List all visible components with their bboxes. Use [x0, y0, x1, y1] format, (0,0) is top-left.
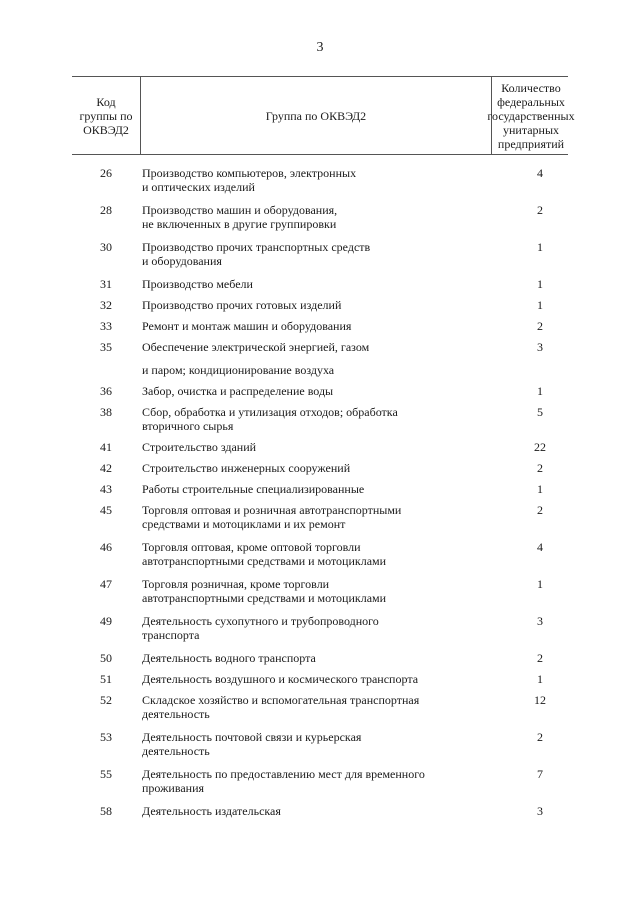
row-group: Производство мебели	[142, 277, 253, 291]
table-row	[72, 166, 568, 194]
table-row	[72, 340, 568, 354]
table-row	[72, 767, 568, 795]
row-count: 2	[537, 461, 543, 475]
row-count: 1	[537, 672, 543, 686]
header-group: Группа по ОКВЭД2	[141, 77, 492, 154]
row-count: 12	[534, 693, 546, 707]
table-row	[72, 440, 568, 454]
row-code: 41	[100, 440, 112, 454]
row-count: 2	[537, 730, 543, 744]
row-group: Производство прочих готовых изделий	[142, 298, 342, 312]
table-row	[72, 730, 568, 758]
row-group: Торговля розничная, кроме торговли автотранспортными средствами и мотоциклами	[142, 577, 387, 605]
row-count: 1	[537, 577, 543, 591]
row-count: 2	[537, 319, 543, 333]
table-row	[72, 363, 568, 377]
row-group: Производство компьютеров, электронных и оптических изделий	[142, 166, 357, 194]
header-count: Количество федеральных государственных унитарных предприятий	[487, 80, 575, 151]
table-row	[72, 319, 568, 333]
row-group: Торговля оптовая и розничная автотранспортными средствами и мотоциклами и их ремонт	[142, 503, 402, 531]
row-group: Деятельность сухопутного и трубопроводного транспорта	[142, 614, 379, 642]
row-group: и паром; кондиционирование воздуха	[142, 363, 335, 377]
row-count: 7	[537, 767, 543, 781]
table-body	[72, 155, 568, 818]
table-row	[72, 540, 568, 568]
row-code: 33	[100, 319, 112, 333]
row-code: 47	[100, 577, 112, 591]
row-count: 3	[537, 340, 543, 354]
row-count: 22	[534, 440, 546, 454]
row-code: 55	[100, 767, 112, 781]
table-header	[72, 76, 575, 155]
row-count: 3	[537, 804, 543, 818]
row-code: 38	[100, 405, 112, 419]
okved-table	[72, 76, 575, 825]
row-count: 1	[537, 298, 543, 312]
row-count: 1	[537, 240, 543, 254]
row-group: Деятельность издательская	[142, 804, 281, 818]
row-code: 42	[100, 461, 112, 475]
row-group: Забор, очистка и распределение воды	[142, 384, 334, 398]
row-count: 2	[537, 503, 543, 517]
row-code: 28	[100, 203, 112, 217]
row-count: 2	[537, 651, 543, 665]
row-code: 30	[100, 240, 112, 254]
row-group: Деятельность водного транспорта	[142, 651, 316, 665]
row-code: 43	[100, 482, 112, 496]
row-group: Работы строительные специализированные	[142, 482, 365, 496]
row-code: 58	[100, 804, 112, 818]
page-number: 3	[316, 40, 324, 55]
row-count: 5	[537, 405, 543, 419]
row-code: 26	[100, 166, 112, 180]
table-row	[72, 203, 568, 231]
table-row	[72, 240, 568, 268]
row-group: Деятельность почтовой связи и курьерская деятельность	[142, 730, 362, 758]
row-code: 50	[100, 651, 112, 665]
row-group: Сбор, обработка и утилизация отходов; обработка вторичного сырья	[142, 405, 398, 433]
header-code: Код группы по ОКВЭД2	[72, 77, 141, 154]
row-group: Ремонт и монтаж машин и оборудования	[142, 319, 352, 333]
row-code: 46	[100, 540, 112, 554]
row-code: 31	[100, 277, 112, 291]
table-row	[72, 614, 568, 642]
table-row	[72, 804, 568, 818]
row-code: 53	[100, 730, 112, 744]
row-group: Производство машин и оборудования, не включенных в другие группировки	[142, 203, 338, 231]
row-code: 52	[100, 693, 112, 707]
row-group: Производство прочих транспортных средств и оборудования	[142, 240, 371, 268]
table-row	[72, 651, 568, 665]
table-row	[72, 298, 568, 312]
row-code: 45	[100, 503, 112, 517]
table-row	[72, 482, 568, 496]
row-group: Обеспечение электрической энергией, газом	[142, 340, 370, 354]
table-row	[72, 503, 568, 531]
row-group: Деятельность воздушного и космического транспорта	[142, 672, 419, 686]
row-code: 35	[100, 340, 112, 354]
table-row	[72, 405, 568, 433]
row-group: Торговля оптовая, кроме оптовой торговли автотранспортными средствами и мотоциклами	[142, 540, 387, 568]
table-row	[72, 693, 568, 721]
row-code: 49	[100, 614, 112, 628]
table-row	[72, 384, 568, 398]
row-count: 4	[537, 166, 543, 180]
row-group: Строительство инженерных сооружений	[142, 461, 351, 475]
table-row	[72, 577, 568, 605]
row-count: 1	[537, 277, 543, 291]
row-count: 2	[537, 203, 543, 217]
table-row	[72, 461, 568, 475]
row-count: 1	[537, 482, 543, 496]
row-count	[492, 363, 570, 377]
row-count: 4	[537, 540, 543, 554]
row-count: 3	[537, 614, 543, 628]
row-group: Складское хозяйство и вспомогательная транспортная деятельность	[142, 693, 420, 721]
row-group: Строительство зданий	[142, 440, 257, 454]
row-code: 51	[100, 672, 112, 686]
row-code: 32	[100, 298, 112, 312]
row-code	[72, 363, 140, 377]
table-row	[72, 277, 568, 291]
row-count: 1	[537, 384, 543, 398]
table-row	[72, 672, 568, 686]
row-group: Деятельность по предоставлению мест для временного проживания	[142, 767, 425, 795]
row-code: 36	[100, 384, 112, 398]
